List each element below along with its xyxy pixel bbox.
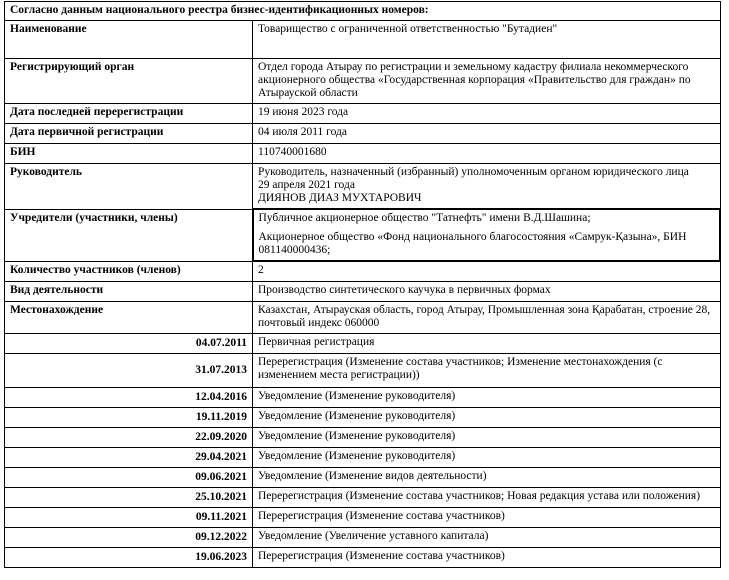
history-row (5, 468, 721, 488)
last-reregistration-row (5, 104, 721, 124)
history-date: 31.07.2013 (5, 354, 253, 388)
founders-label: Учредители (участники, члены) (5, 209, 253, 261)
history-event: Перерегистрация (Изменение состава участников; Изменение местонахождения (с изменением места регистрации)) (253, 354, 721, 388)
bin-value: 110740001680 (253, 144, 721, 164)
activity-row (5, 282, 721, 302)
activity-label: Вид деятельности (5, 282, 253, 302)
history-row (5, 408, 721, 428)
history-date: 09.06.2021 (5, 468, 253, 488)
history-row (5, 548, 721, 568)
history-event: Уведомление (Изменение руководителя) (253, 408, 721, 428)
participants-count-value: 2 (253, 261, 721, 282)
history-row (5, 428, 721, 448)
activity-value: Производство синтетического каучука в первичных формах (253, 282, 721, 302)
first-registration-label: Дата первичной регистрации (5, 124, 253, 144)
history-date: 25.10.2021 (5, 488, 253, 508)
head-position: Руководитель, назначенный (избранный) уполномоченным органом юридического лица (258, 166, 689, 178)
history-date: 29.04.2021 (5, 448, 253, 468)
history-date: 19.06.2023 (5, 548, 253, 568)
header-row (5, 2, 721, 21)
bin-label: БИН (5, 144, 253, 164)
history-row (5, 388, 721, 408)
name-value: Товарищество с ограниченной ответственностью "Бутадиен" (253, 21, 721, 59)
location-row (5, 302, 721, 334)
participants-count-label: Количество участников (членов) (5, 261, 253, 282)
first-registration-value: 04 июля 2011 года (253, 124, 721, 144)
founders-value (253, 209, 721, 261)
history-row (5, 508, 721, 528)
registering-authority-value: Отдел города Атырау по регистрации и земельному кадастру филиала некоммерческого акционерного общества «Государственная корпорация «Правительство для граждан» по Атырауской области (253, 59, 721, 104)
founder-item: Публичное акционерное общество "Татнефть" имени В.Д.Шашина; (258, 212, 591, 224)
history-event: Первичная регистрация (253, 334, 721, 354)
history-event: Уведомление (Изменение руководителя) (253, 388, 721, 408)
head-label: Руководитель (5, 164, 253, 210)
registering-authority-label: Регистрирующий орган (5, 59, 253, 104)
history-date: 04.07.2011 (5, 334, 253, 354)
registry-table (4, 1, 721, 568)
last-reregistration-label: Дата последней перерегистрации (5, 104, 253, 124)
head-row (5, 164, 721, 210)
history-date: 09.11.2021 (5, 508, 253, 528)
last-reregistration-value: 19 июня 2023 года (253, 104, 721, 124)
history-date: 09.12.2022 (5, 528, 253, 548)
registering-authority-row (5, 59, 721, 104)
history-date: 12.04.2016 (5, 388, 253, 408)
head-person: ДИЯНОВ ДИАЗ МУХТАРОВИЧ (258, 192, 422, 204)
history-event: Уведомление (Изменение руководителя) (253, 428, 721, 448)
history-event: Уведомление (Изменение видов деятельности) (253, 468, 721, 488)
name-row (5, 21, 721, 59)
history-event: Перерегистрация (Изменение состава участников; Новая редакция устава или положения) (253, 488, 721, 508)
history-row (5, 354, 721, 388)
bin-row (5, 144, 721, 164)
history-row (5, 334, 721, 354)
founders-row (5, 209, 721, 261)
location-label: Местонахождение (5, 302, 253, 334)
history-row (5, 448, 721, 468)
registry-header: Согласно данным национального реестра бизнес-идентификационных номеров: (5, 2, 721, 21)
history-row (5, 528, 721, 548)
head-date: 29 апреля 2021 года (258, 179, 355, 191)
history-event: Уведомление (Изменение руководителя) (253, 448, 721, 468)
history-row (5, 488, 721, 508)
head-value (253, 164, 721, 210)
first-registration-row (5, 124, 721, 144)
founder-item: Акционерное общество «Фонд национального благосостояния «Самрук-Қазына», БИН 081140000436; (258, 231, 687, 256)
history-event: Уведомление (Увеличение уставного капитала) (253, 528, 721, 548)
participants-count-row (5, 261, 721, 282)
history-event: Перерегистрация (Изменение состава участников) (253, 508, 721, 528)
history-date: 19.11.2019 (5, 408, 253, 428)
history-date: 22.09.2020 (5, 428, 253, 448)
history-event: Перерегистрация (Изменение состава участников) (253, 548, 721, 568)
name-label: Наименование (5, 21, 253, 59)
location-value: Казахстан, Атырауская область, город Атырау, Промышленная зона Қарабатан, строение 28, почтовый индекс 060000 (253, 302, 721, 334)
